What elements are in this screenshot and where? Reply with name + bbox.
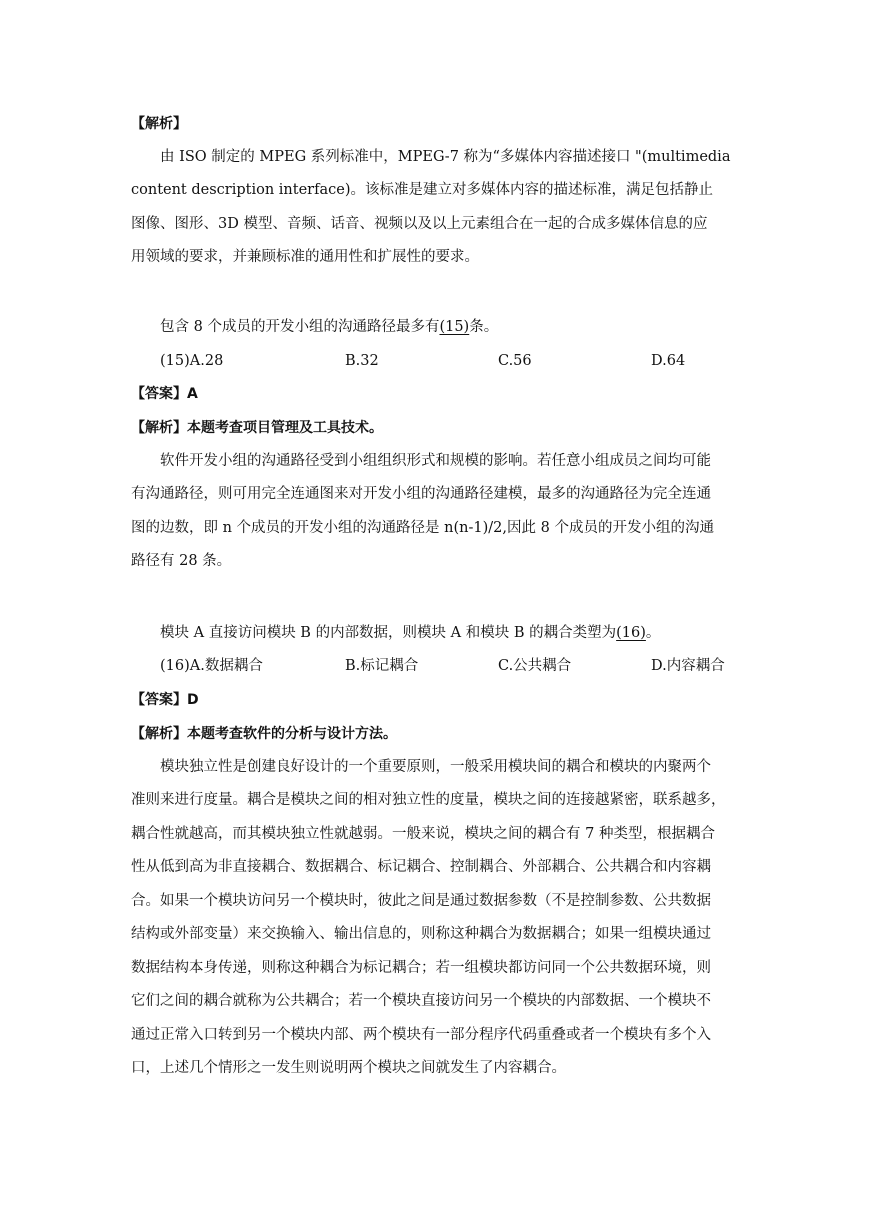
q16-option-d: D.内容耦合 — [651, 658, 725, 674]
q15-analysis-line-4: 路径有 28 条。 — [131, 553, 232, 569]
q16-analysis-line-2: 准则来进行度量。耦合是模块之间的相对独立性的度量，模块之间的连接越紧密，联系越多， — [131, 792, 726, 808]
q16-stem — [160, 623, 770, 643]
q16-analysis-line-6: 结构或外部变量）来交换输入、输出信息的，则称这种耦合为数据耦合；如果一组模块通过 — [131, 926, 711, 942]
q15-analysis-line-2: 有沟通路径，则可用完全连通图来对开发小组的沟通路径建模，最多的沟通路径为完全连通 — [131, 486, 711, 502]
q15-stem-before: 包含 8 个成员的开发小组的沟通路径最多有 — [160, 319, 440, 335]
q16-analysis-title: 【解析】本题考查软件的分析与设计方法。 — [131, 726, 397, 742]
section1-line-2: content description interface)。该标准是建立对多媒体内容的描述标准，满足包括静止 — [131, 182, 713, 198]
q15-analysis-title: 【解析】本题考查项目管理及工具技术。 — [131, 420, 383, 436]
section1-line-3: 图像、图形、3D 模型、音频、话音、视频以及以上元素组合在一起的合成多媒体信息的应 — [131, 216, 708, 232]
section1-heading: 【解析】 — [131, 116, 187, 132]
q15-stem — [160, 317, 770, 337]
section1-line-1: 由 ISO 制定的 MPEG 系列标准中，MPEG-7 称为“多媒体内容描述接口 "(multimedia — [160, 149, 731, 165]
q16-stem-after: 。 — [645, 625, 661, 641]
q16-analysis-line-1: 模块独立性是创建良好设计的一个重要原则，一般采用模块间的耦合和模块的内聚两个 — [160, 759, 711, 775]
section1-line-4: 用领域的要求，并兼顾标准的通用性和扩展性的要求。 — [131, 249, 479, 265]
q15-stem-after: 条。 — [469, 319, 499, 335]
q16-blank: (16) — [616, 625, 646, 641]
q16-answer: 【答案】D — [131, 692, 199, 708]
q16-stem-before: 模块 A 直接访问模块 B 的内部数据，则模块 A 和模块 B 的耦合类塑为 — [160, 625, 617, 641]
q15-blank: (15) — [439, 319, 470, 335]
q15-option-d: D.64 — [651, 353, 686, 369]
q15-answer: 【答案】A — [131, 386, 198, 402]
q16-analysis-line-8: 它们之间的耦合就称为公共耦合；若一个模块直接访问另一个模块的内部数据、一个模块不 — [131, 993, 711, 1009]
q16-analysis-line-5: 合。如果一个模块访问另一个模块时，彼此之间是通过数据参数（不是控制参数、公共数据 — [131, 893, 711, 909]
q16-analysis-line-7: 数据结构本身传递，则称这种耦合为标记耦合；若一组模块都访问同一个公共数据环境，则 — [131, 960, 711, 976]
q16-option-a: (16)A.数据耦合 — [160, 658, 263, 674]
q15-option-c: C.56 — [498, 353, 532, 369]
q16-option-c: C.公共耦合 — [498, 658, 572, 674]
q15-option-a: (15)A.28 — [160, 353, 224, 369]
q16-analysis-line-10: 口，上述几个情形之一发生则说明两个模块之间就发生了内容耦合。 — [131, 1060, 566, 1076]
q15-analysis-line-3: 图的边数，即 n 个成员的开发小组的沟通路径是 n(n-1)/2,因此 8 个成员的开发小组的沟通 — [131, 520, 714, 536]
q16-analysis-line-3: 耦合性就越高，而其模块独立性就越弱。一般来说，模块之间的耦合有 7 种类型，根据耦合 — [131, 826, 715, 842]
q16-analysis-line-9: 通过正常入口转到另一个模块内部、两个模块有一部分程序代码重叠或者一个模块有多个入 — [131, 1027, 711, 1043]
q16-analysis-line-4: 性从低到高为非直接耦合、数据耦合、标记耦合、控制耦合、外部耦合、公共耦合和内容耦 — [131, 859, 711, 875]
q15-option-b: B.32 — [345, 353, 379, 369]
q16-option-b: B.标记耦合 — [345, 658, 419, 674]
q15-analysis-line-1: 软件开发小组的沟通路径受到小组组织形式和规模的影响。若任意小组成员之间均可能 — [160, 453, 711, 469]
